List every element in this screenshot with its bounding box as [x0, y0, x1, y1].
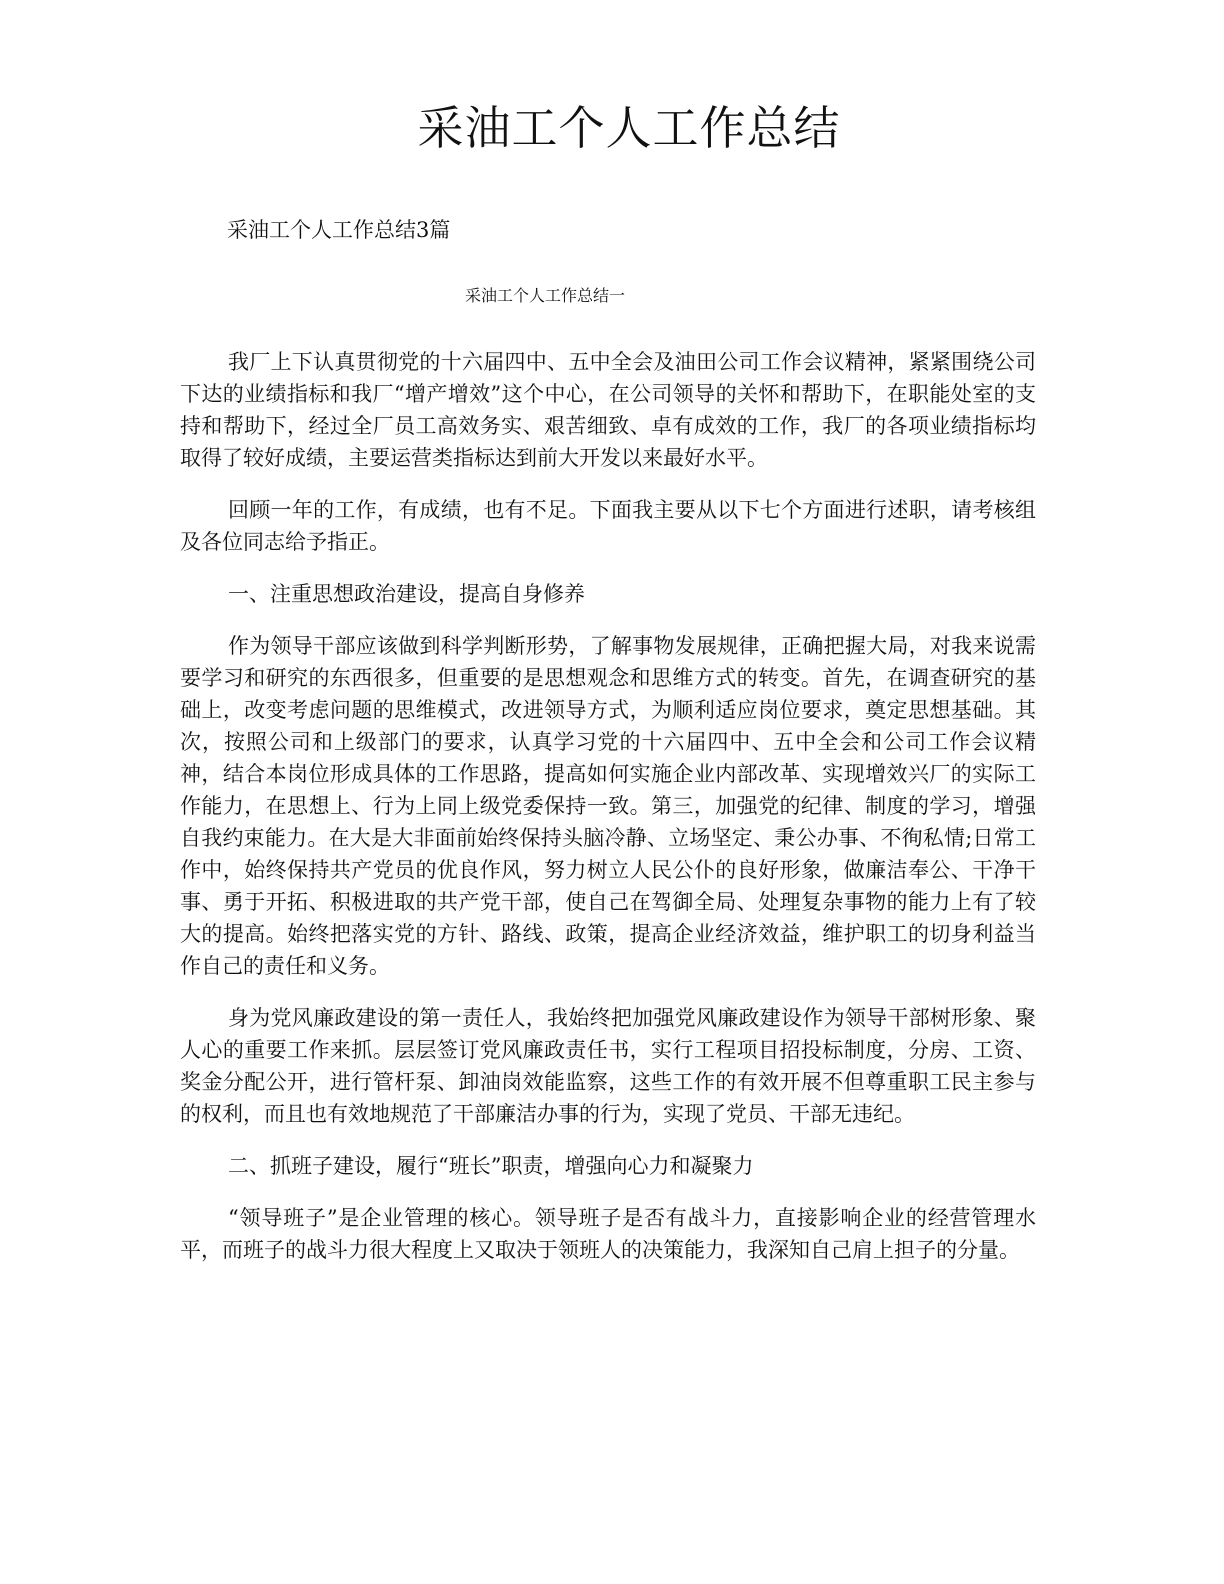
document-body: [180, 346, 1036, 1286]
paragraph-intro: 我厂上下认真贯彻党的十六届四中、五中全会及油田公司工作会议精神，紧紧围绕公司下达的业绩指标和我厂“增产增效”这个中心，在公司领导的关怀和帮助下，在职能处室的支持和帮助下，经过全厂员工高效务实、艰苦细致、卓有成效的工作，我厂的各项业绩指标均取得了较好成绩，主要运营类指标达到前大开发以来最好水平。: [180, 350, 1036, 470]
paragraph-leadership: 作为领导干部应该做到科学判断形势，了解事物发展规律，正确把握大局，对我来说需要学习和研究的东西很多，但重要的是思想观念和思维方式的转变。首先，在调查研究的基础上，改变考虑问题的思维模式，改进领导方式，为顺利适应岗位要求，奠定思想基础。其次，按照公司和上级部门的要求，认真学习党的十六届四中、五中全会和公司工作会议精神，结合本岗位形成具体的工作思路，提高如何实施企业内部改革、实现增效兴厂的实际工作能力，在思想上、行为上同上级党委保持一致。第三，加强党的纪律、制度的学习，增强自我约束能力。在大是大非面前始终保持头脑冷静、立场坚定、秉公办事、不徇私情;日常工作中，始终保持共产党员的优良作风，努力树立人民公仆的良好形象，做廉洁奉公、干净干事、勇于开拓、积极进取的共产党干部，使自己在驾御全局、处理复杂事物的能力上有了较大的提高。始终把落实党的方针、路线、政策，提高企业经济效益，维护职工的切身利益当作自己的责任和义务。: [180, 634, 1036, 978]
document-title: 采油工个人工作总结: [417, 101, 841, 155]
paragraph-integrity: 身为党风廉政建设的第一责任人，我始终把加强党风廉政建设作为领导干部树形象、聚人心的重要工作来抓。层层签订党风廉政责任书，实行工程项目招投标制度，分房、工资、奖金分配公开，进行管杆泵、卸油岗效能监察，这些工作的有效开展不但尊重职工民主参与的权利，而且也有效地规范了干部廉洁办事的行为，实现了党员、干部无违纪。: [180, 1006, 1036, 1126]
paragraph-team: “领导班子”是企业管理的核心。领导班子是否有战斗力，直接影响企业的经营管理水平，而班子的战斗力很大程度上又取决于领班人的决策能力，我深知自己肩上担子的分量。: [180, 1206, 1036, 1262]
section-title: 采油工个人工作总结一: [464, 286, 625, 305]
document-subtitle: 采油工个人工作总结3篇: [227, 218, 451, 242]
paragraph-review: 回顾一年的工作，有成绩，也有不足。下面我主要从以下七个方面进行述职，请考核组及各位同志给予指正。: [180, 498, 1036, 554]
heading-section-one: 一、注重思想政治建设，提高自身修养: [228, 582, 585, 606]
heading-section-two: 二、抓班子建设，履行“班长”职责，增强向心力和凝聚力: [228, 1154, 754, 1178]
